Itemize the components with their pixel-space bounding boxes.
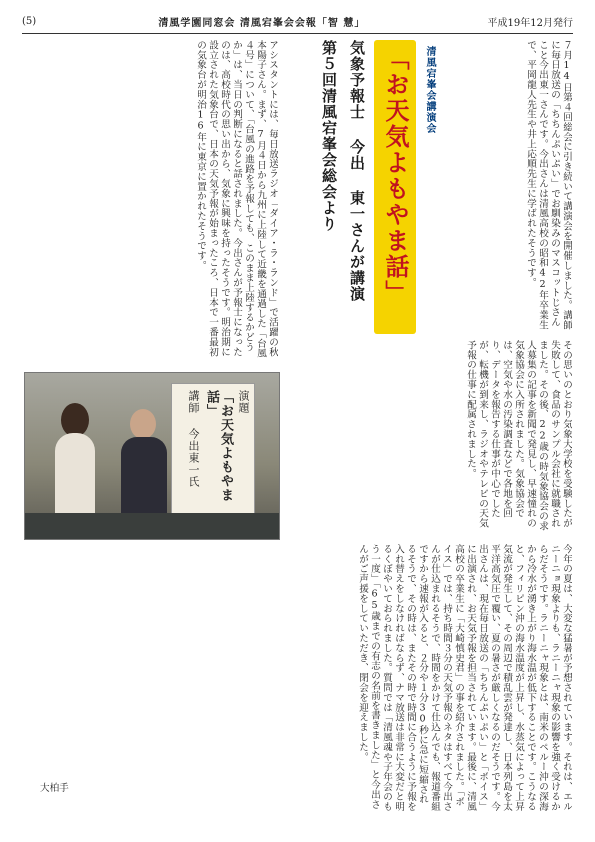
lecture-title-banner: 「お天気よもやま話」	[374, 40, 416, 334]
issue-date: 平成19年12月発行	[487, 17, 573, 29]
article-signoff: 大柏手	[40, 783, 69, 794]
stage-table	[25, 513, 279, 539]
lecture-sign-board	[171, 383, 255, 521]
article-intro-column: ７月14日第４回総会に引き続いて講演会を開催しました。講師に毎日放送の「ちちんぷいぷい」でお馴染みのマスコットじさんこと今出東一さんです。今出さんは清風高校の昭和42年卒業生で、平岡龍人先生や井上応順先生に学ばれたそうです。	[525, 40, 572, 330]
assistant-head	[61, 403, 89, 437]
sign-line-3: 講師 今出東一氏	[187, 390, 200, 488]
newsletter-title: 清風学園同窓会 清風宕峯会会報「智 慧」	[158, 17, 366, 29]
article-column-bottom: 今年の夏は、大変な猛暑が予想されています。それは、エルニーニョ現象よりも、ラニーニャ現象の影響を強く受けるからだそうです。ラニーニャ現象とは、南米のペルー沖の深海から冷水が湧き上がり海水温が低下することです。こうなると、フィリピン沖の海水温度が上昇し、水蒸気によって上昇気流が発生して、その周辺で積乱雲が発達し、日本列島を太平洋高気圧で覆い、夏の暑さが厳しくなるのだそうです。今出さんは、現在毎日放送の「ちちんぷいぷい」と「ボイス」に出演され、お天気予報を担当されています。最後に、清風高校の卒業生に「大崎慎史君」の事を紹介されました。「ボイス」では、持ち時間３分の天気予報のネタはすべて今出さんが仕込まれるそうで、時間をかけて仕込んでも、報道番組ですから速報が入ると、２分や１分30秒に急に短縮されるそうで、その時は、またその時で時間に合うように予報を入れ替えをしなければならず、ナマ放送は非常に大変だと明るくぼやいておられました。質問では「清風魂や子年会のもう一度」「65歳までの有志の名前を書きました」と今出さんがご声援をしていただき、閉会を迎えました。	[357, 544, 572, 812]
article-column-middle: その思いのとおり気象大学校を受験したが失敗して、食品のサンプル会社に就職されました。その後、22歳の時気象協会の求人募集の記事を新聞で発見し、早速憧れの気象協会に入所されました。気象協会では、空気や水の汚染調査などで各地を回り、データを報告する仕事が中心でしたが、転機が到来し、ラジオやテレビの天気予報の仕事に配属されました。	[465, 340, 572, 531]
sign-line-2: 「お天気よもやま話」	[204, 390, 233, 502]
page-number: (5)	[22, 15, 37, 27]
lecture-photo	[24, 372, 280, 540]
page-header	[22, 12, 573, 30]
speaker-figure	[121, 437, 167, 523]
speaker-head	[130, 409, 156, 439]
speaker-subtitle: 気象予報士 今出 東一さんが講演	[348, 40, 366, 302]
meeting-subtitle: 第５回清風宕峯会総会より	[320, 40, 338, 232]
article-title-block	[286, 40, 436, 334]
header-rule	[22, 33, 573, 34]
article-column-top-left: アシスタントには、毎日放送ラジオ「ダイア・ラ・ランド」で活躍の秋本陽子さん。まず、7月４日から九州に上陸して近畿を通過した「台風４号」について、「台風の進路を予報しても、このまま上陸するかどうか」は、当日の判断になると話されました。今出さんが予報士になったのは、高校時代の思い出から、気象に興味を持ったそうです。明治期に設立された気象台で、日本の天気予報が始まったころ、日本で一番最初の気象台が明治16年に東京に置かれたそうです。	[195, 40, 278, 359]
society-label: 清風宕峯会講演会	[424, 46, 435, 134]
sign-line-1: 演題	[237, 390, 250, 414]
assistant-figure	[55, 433, 95, 523]
